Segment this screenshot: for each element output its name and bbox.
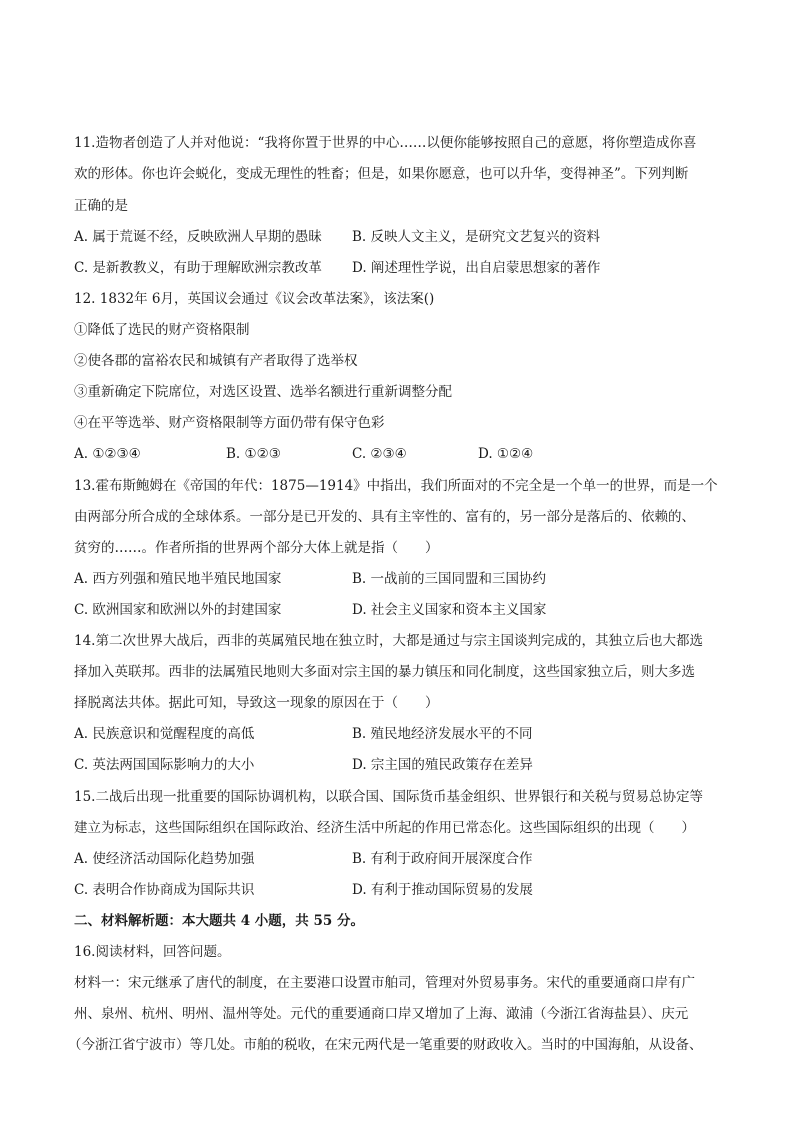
q14-stem-line-1: 14.第二次世界大战后，西非的英属殖民地在独立时，大都是通过与宗主国谈判完成的，其独立后也大都选: [74, 633, 703, 649]
q12-option-d: D. ①②④: [478, 446, 534, 462]
q14-option-b: B. 殖民地经济发展水平的不同: [352, 726, 533, 742]
q12-item-4: ④在平等选举、财产资格限制等方面仍带有保守色彩: [74, 415, 385, 431]
q11-option-b: B. 反映人文主义，是研究文艺复兴的资料: [352, 229, 601, 245]
q11-stem-line-3: 正确的是: [74, 198, 128, 214]
q12-item-1: ①降低了选民的财产资格限制: [74, 322, 250, 338]
q13-stem-line-1: 13.霍布斯鲍姆在《帝国的年代：1875—1914》中指出，我们所面对的不完全是一个单一的世界，而是一个: [74, 478, 718, 494]
q15-stem-line-1: 15.二战后出现一批重要的国际协调机构，以联合国、国际货币基金组织、世界银行和关税与贸易总协定等: [74, 789, 703, 805]
q16-material-line-1: 材料一：宋元继承了唐代的制度，在主要港口设置市舶司，管理对外贸易事务。宋代的重要通商口岸有广: [74, 975, 695, 991]
q13-stem-line-2: 由两部分所合成的全球体系。一部分是已开发的、具有主宰性的、富有的，另一部分是落后的、依赖的、: [74, 509, 695, 525]
q14-stem-line-2: 择加入英联邦。西非的法属殖民地则大多面对宗主国的暴力镇压和同化制度，这些国家独立后，则大多选: [74, 664, 695, 680]
q15-option-b: B. 有利于政府间开展深度合作: [352, 851, 533, 867]
q14-stem-line-3: 择脱离法共体。据此可知，导致这一现象的原因在于（ ）: [74, 695, 439, 711]
q13-option-a: A. 西方列强和殖民地半殖民地国家: [74, 571, 282, 587]
q11-option-c: C. 是新教教义，有助于理解欧洲宗教改革: [74, 260, 322, 276]
q11-option-a: A. 属于荒诞不经，反映欧洲人早期的愚昧: [74, 229, 322, 245]
q14-option-c: C. 英法两国国际影响力的大小: [74, 757, 255, 773]
q16-material-line-3: （今浙江省宁波市）等几处。市舶的税收，在宋元两代是一笔重要的财政收入。当时的中国海舶，从设备、: [68, 1037, 703, 1053]
q12-option-c: C. ②③④: [352, 446, 407, 462]
q15-option-a: A. 使经济活动国际化趋势加强: [74, 851, 255, 867]
q15-option-c: C. 表明合作协商成为国际共识: [74, 882, 255, 898]
q11-stem-line-1: 11.造物者创造了人并对他说：“我将你置于世界的中心……以便你能够按照自己的意愿，将你塑造成你喜: [74, 135, 697, 151]
q16-stem: 16.阅读材料，回答问题。: [74, 944, 231, 960]
q16-material-line-2: 州、泉州、杭州、明州、温州等处。元代的重要通商口岸又增加了上海、澉浦（今浙江省海盐县）、庆元: [74, 1006, 689, 1022]
q13-option-d: D. 社会主义国家和资本主义国家: [352, 602, 547, 618]
q14-option-a: A. 民族意识和觉醒程度的高低: [74, 726, 255, 742]
q12-option-b: B. ①②③: [226, 446, 281, 462]
q11-stem-line-2: 欢的形体。你也许会蜕化，变成无理性的牲畜；但是，如果你愿意，也可以升华，变得神圣”。下列判断: [74, 166, 689, 182]
q12-stem: 12. 1832年 6月，英国议会通过《议会改革法案》，该法案(): [74, 291, 435, 307]
q14-option-d: D. 宗主国的殖民政策存在差异: [352, 757, 533, 773]
section-2-heading: 二、材料解析题：本大题共 4 小题，共 55 分。: [74, 913, 364, 929]
q11-option-d: D. 阐述理性学说，出自启蒙思想家的著作: [352, 260, 601, 276]
q15-stem-line-2: 建立为标志，这些国际组织在国际政治、经济生活中所起的作用已常态化。这些国际组织的出现（ ）: [74, 820, 695, 836]
q13-option-c: C. 欧洲国家和欧洲以外的封建国家: [74, 602, 282, 618]
q12-item-3: ③重新确定下院席位，对选区设置、选举名额进行重新调整分配: [74, 384, 452, 400]
q12-item-2: ②使各郡的富裕农民和城镇有产者取得了选举权: [74, 353, 358, 369]
q15-option-d: D. 有利于推动国际贸易的发展: [352, 882, 533, 898]
q13-stem-line-3: 贫穷的……。作者所指的世界两个部分大体上就是指（ ）: [74, 540, 439, 556]
q13-option-b: B. 一战前的三国同盟和三国协约: [352, 571, 547, 587]
q12-option-a: A. ①②③④: [74, 446, 141, 462]
